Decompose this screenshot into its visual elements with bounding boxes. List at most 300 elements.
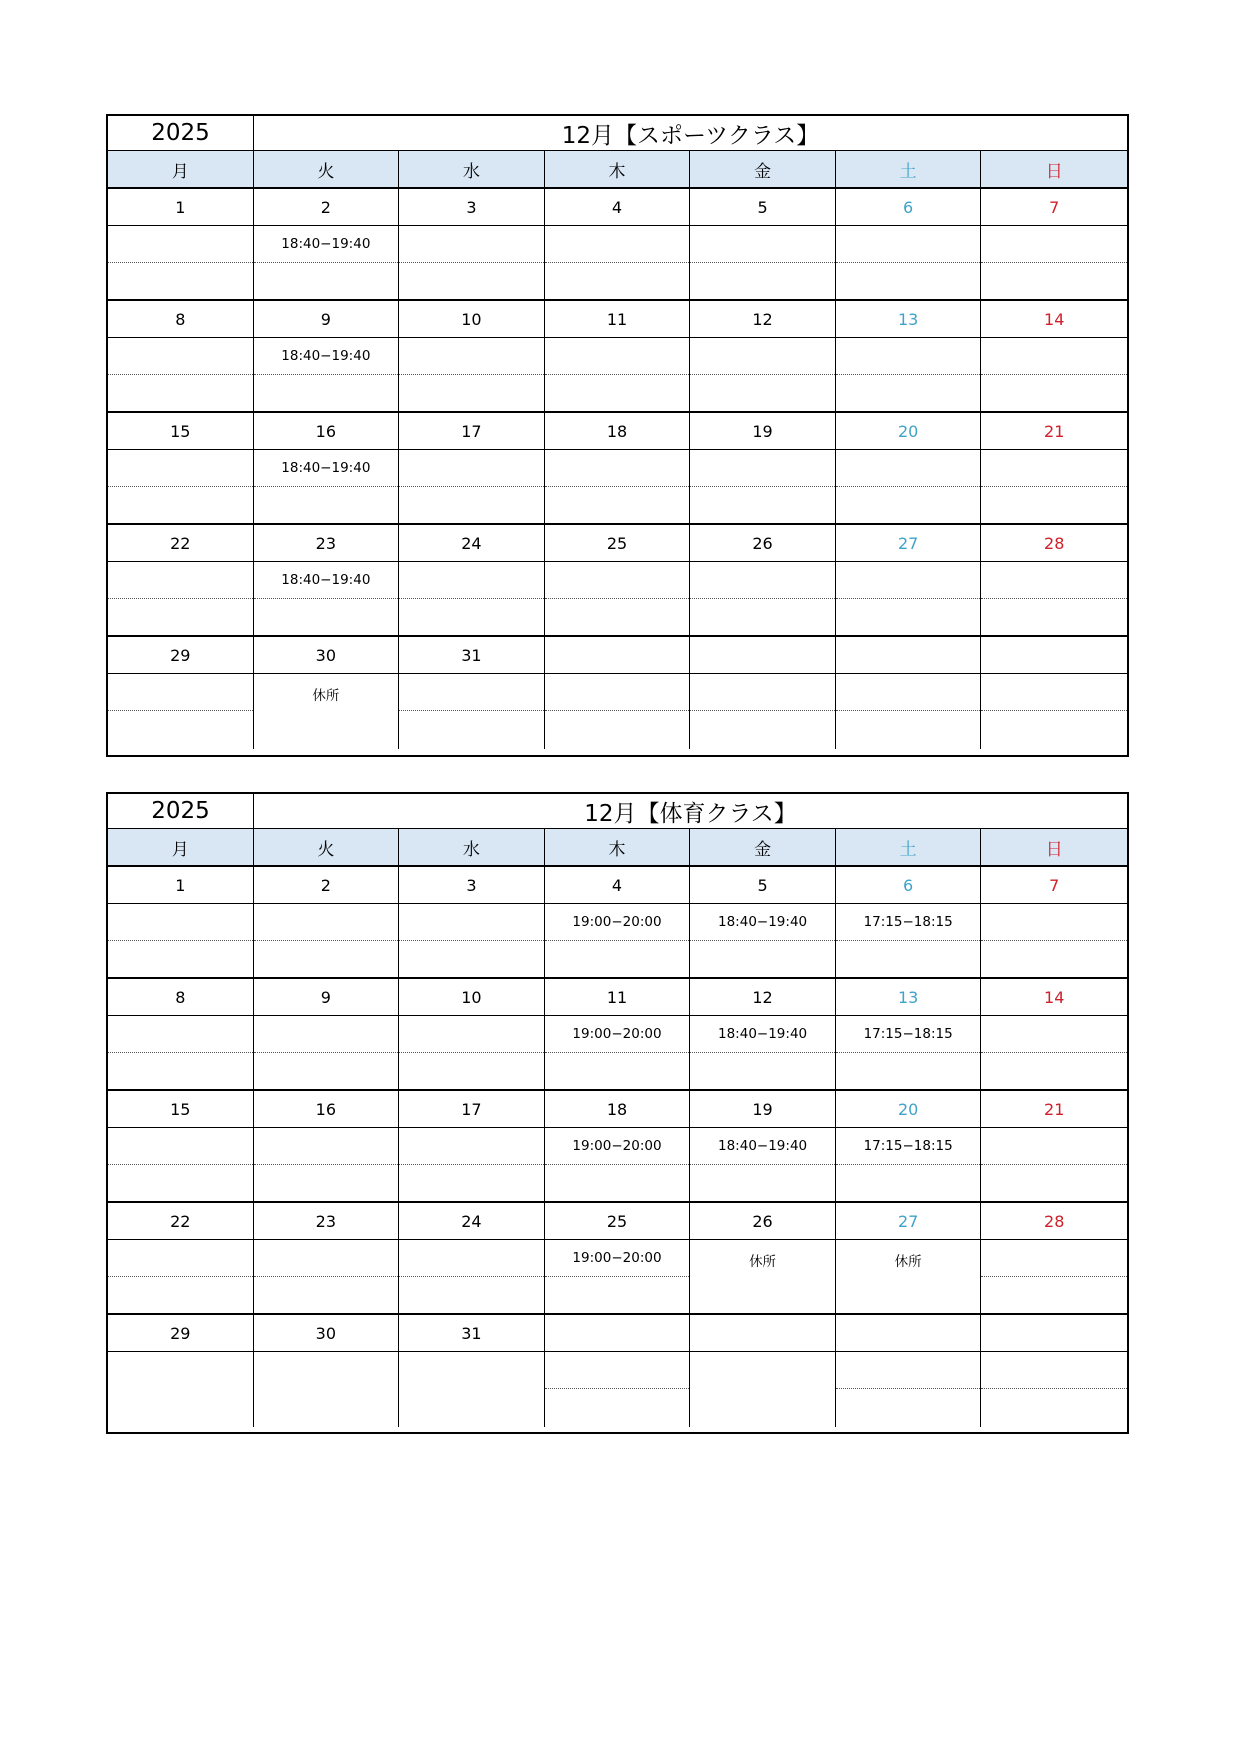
- schedule-time: 17:15−18:15: [836, 904, 981, 941]
- day-number: [981, 1315, 1127, 1352]
- empty-slot: [836, 1389, 981, 1427]
- day-number: 1: [108, 189, 253, 226]
- day-number: 30: [254, 637, 399, 674]
- empty-slot: [108, 1053, 253, 1089]
- empty-slot: [399, 263, 544, 299]
- day-cell: [254, 301, 400, 411]
- schedule-time: 18:40−19:40: [690, 904, 835, 941]
- day-cell: [836, 1091, 982, 1201]
- day-number: 4: [545, 189, 690, 226]
- day-number: 18: [545, 413, 690, 450]
- schedule-time: 18:40−19:40: [690, 1128, 835, 1165]
- day-number: 14: [981, 301, 1127, 338]
- day-cell: [399, 867, 545, 977]
- day-cell: [690, 1315, 836, 1427]
- empty-slot: [981, 1165, 1127, 1201]
- weekday-sun: 日: [1045, 161, 1063, 182]
- schedule-time: [399, 1128, 544, 1165]
- empty-slot: [690, 941, 835, 977]
- calendar-title: 12月【スポーツクラス】: [561, 122, 820, 149]
- schedule-time: [981, 1352, 1127, 1389]
- day-cell: [545, 637, 691, 749]
- day-cell: [690, 867, 836, 977]
- day-number: 7: [981, 867, 1127, 904]
- day-cell: [981, 1091, 1127, 1201]
- day-number: 10: [399, 301, 544, 338]
- schedule-time: [254, 904, 399, 941]
- day-number: [690, 1315, 835, 1352]
- day-number: 15: [108, 1091, 253, 1128]
- schedule-time: [981, 450, 1127, 487]
- week-row: [108, 979, 1127, 1091]
- day-number: 4: [545, 867, 690, 904]
- day-cell: [690, 413, 836, 523]
- schedule-time: [108, 674, 253, 711]
- empty-slot: [836, 941, 981, 977]
- empty-slot: [545, 941, 690, 977]
- empty-slot: [836, 1053, 981, 1089]
- day-number: [981, 637, 1127, 674]
- empty-slot: [545, 487, 690, 523]
- day-cell: [690, 189, 836, 299]
- schedule-time: [399, 1352, 544, 1427]
- day-cell: [254, 1091, 400, 1201]
- day-number: 9: [254, 301, 399, 338]
- weekday-mon: 月: [108, 151, 254, 187]
- day-cell: [254, 189, 400, 299]
- day-cell: [690, 1091, 836, 1201]
- schedule-time: [690, 562, 835, 599]
- day-number: 5: [690, 189, 835, 226]
- day-number: 19: [690, 413, 835, 450]
- schedule-time: [108, 904, 253, 941]
- day-cell: [545, 1091, 691, 1201]
- day-cell: [399, 1315, 545, 1427]
- empty-slot: [690, 487, 835, 523]
- day-number: 11: [545, 979, 690, 1016]
- day-cell: [399, 1203, 545, 1313]
- day-number: 17: [399, 1091, 544, 1128]
- schedule-time: [108, 338, 253, 375]
- day-cell: [836, 1315, 982, 1427]
- day-number: 9: [254, 979, 399, 1016]
- schedule-time: [399, 338, 544, 375]
- empty-slot: [399, 375, 544, 411]
- day-number: 23: [254, 1203, 399, 1240]
- day-number: 25: [545, 525, 690, 562]
- schedule-time: [545, 450, 690, 487]
- day-number: 8: [108, 979, 253, 1016]
- empty-slot: [690, 375, 835, 411]
- day-number: 26: [690, 1203, 835, 1240]
- empty-slot: [836, 487, 981, 523]
- day-number: 20: [836, 1091, 981, 1128]
- day-cell: [545, 1203, 691, 1313]
- empty-slot: [108, 941, 253, 977]
- schedule-time: 19:00−20:00: [545, 1016, 690, 1053]
- day-number: [545, 637, 690, 674]
- week-row: [108, 1091, 1127, 1203]
- day-cell: [690, 979, 836, 1089]
- weeks-grid: [108, 867, 1127, 1427]
- schedule-time: 休所: [894, 1254, 922, 1270]
- schedule-time: [981, 226, 1127, 263]
- day-number: 1: [108, 867, 253, 904]
- day-cell: [836, 1203, 982, 1313]
- schedule-time: [399, 1016, 544, 1053]
- day-cell: [108, 979, 254, 1089]
- weekday-header-row: [108, 829, 1127, 867]
- day-cell: [545, 301, 691, 411]
- schedule-time: [399, 1240, 544, 1277]
- schedule-time: [981, 562, 1127, 599]
- day-number: 21: [981, 413, 1127, 450]
- day-cell: [399, 525, 545, 635]
- schedule-time: 18:40−19:40: [690, 1016, 835, 1053]
- schedule-time: [108, 1128, 253, 1165]
- day-cell: [836, 637, 982, 749]
- empty-slot: [399, 487, 544, 523]
- schedule-time: [254, 1240, 399, 1277]
- empty-slot: [981, 1053, 1127, 1089]
- week-row: [108, 413, 1127, 525]
- day-cell: [399, 637, 545, 749]
- day-cell: [254, 525, 400, 635]
- schedule-time: [254, 1016, 399, 1053]
- empty-slot: [108, 263, 253, 299]
- day-number: 13: [836, 301, 981, 338]
- schedule-time: [981, 674, 1127, 711]
- calendar-pe-class: [106, 792, 1129, 1434]
- day-cell: [981, 867, 1127, 977]
- day-number: 31: [399, 1315, 544, 1352]
- day-cell: [981, 1203, 1127, 1313]
- day-number: 24: [399, 1203, 544, 1240]
- week-row: [108, 1315, 1127, 1427]
- schedule-time: [254, 1128, 399, 1165]
- weekday-wed: 水: [399, 151, 545, 187]
- empty-slot: [981, 1277, 1127, 1313]
- day-number: 17: [399, 413, 544, 450]
- year-label: 2025: [108, 794, 254, 828]
- schedule-time: [399, 674, 544, 711]
- day-cell: [108, 867, 254, 977]
- day-number: 22: [108, 1203, 253, 1240]
- schedule-time: [690, 450, 835, 487]
- day-number: 27: [836, 1203, 981, 1240]
- day-number: 18: [545, 1091, 690, 1128]
- empty-slot: [108, 711, 253, 749]
- day-cell: [981, 637, 1127, 749]
- schedule-time: [981, 1128, 1127, 1165]
- day-number: 21: [981, 1091, 1127, 1128]
- empty-slot: [690, 1053, 835, 1089]
- day-cell: [108, 1091, 254, 1201]
- schedule-time: [399, 904, 544, 941]
- schedule-time: 19:00−20:00: [545, 1128, 690, 1165]
- empty-slot: [254, 375, 399, 411]
- weekday-thu: 木: [545, 829, 691, 865]
- empty-slot: [690, 599, 835, 635]
- schedule-time: [399, 450, 544, 487]
- weekday-sat: 土: [836, 829, 982, 865]
- empty-slot: [254, 1053, 399, 1089]
- day-cell: [108, 637, 254, 749]
- empty-slot: [836, 1165, 981, 1201]
- day-cell: [399, 979, 545, 1089]
- day-cell: [254, 1203, 400, 1313]
- day-cell: [545, 413, 691, 523]
- empty-slot: [399, 711, 544, 749]
- schedule-time: [690, 226, 835, 263]
- day-cell: [836, 413, 982, 523]
- empty-slot: [108, 599, 253, 635]
- day-cell: [836, 525, 982, 635]
- empty-slot: [254, 941, 399, 977]
- day-cell: [690, 301, 836, 411]
- day-cell: [108, 1315, 254, 1427]
- day-cell: [108, 413, 254, 523]
- schedule-time: 19:00−20:00: [545, 1240, 690, 1277]
- schedule-time: [836, 450, 981, 487]
- day-cell: [690, 525, 836, 635]
- day-number: [836, 637, 981, 674]
- day-number: 11: [545, 301, 690, 338]
- calendar-title: 12月【体育クラス】: [584, 800, 797, 827]
- day-cell: [399, 1091, 545, 1201]
- schedule-time: 18:40−19:40: [254, 226, 399, 263]
- empty-slot: [254, 263, 399, 299]
- empty-slot: [981, 711, 1127, 749]
- empty-slot: [981, 941, 1127, 977]
- day-cell: [545, 867, 691, 977]
- weekday-sun: 日: [1045, 839, 1063, 860]
- schedule-time: [108, 450, 253, 487]
- schedule-time: [254, 1352, 399, 1427]
- week-row: [108, 189, 1127, 301]
- schedule-time: 17:15−18:15: [836, 1016, 981, 1053]
- day-number: 8: [108, 301, 253, 338]
- weekday-fri: 金: [690, 829, 836, 865]
- empty-slot: [836, 599, 981, 635]
- schedule-time: [836, 226, 981, 263]
- day-cell: [545, 189, 691, 299]
- empty-slot: [545, 1053, 690, 1089]
- schedule-time: 17:15−18:15: [836, 1128, 981, 1165]
- schedule-time: [981, 904, 1127, 941]
- day-number: 22: [108, 525, 253, 562]
- empty-slot: [108, 1277, 253, 1313]
- day-cell: [545, 979, 691, 1089]
- day-cell: [981, 979, 1127, 1089]
- day-cell: [254, 1315, 400, 1427]
- day-cell: [399, 413, 545, 523]
- day-cell: [981, 525, 1127, 635]
- empty-slot: [108, 375, 253, 411]
- schedule-time: [545, 562, 690, 599]
- schedule-time: 18:40−19:40: [254, 450, 399, 487]
- weekday-tue: 火: [254, 151, 400, 187]
- weekday-sat: 土: [836, 151, 982, 187]
- empty-slot: [836, 375, 981, 411]
- schedule-time: [108, 1352, 253, 1427]
- calendar-header: [108, 794, 1127, 829]
- day-number: 12: [690, 301, 835, 338]
- day-number: 25: [545, 1203, 690, 1240]
- schedule-time: [981, 1016, 1127, 1053]
- schedule-time: [836, 338, 981, 375]
- day-number: 16: [254, 413, 399, 450]
- day-cell: [836, 867, 982, 977]
- day-number: 29: [108, 1315, 253, 1352]
- day-number: 23: [254, 525, 399, 562]
- empty-slot: [545, 375, 690, 411]
- day-number: 28: [981, 525, 1127, 562]
- schedule-time: 19:00−20:00: [545, 904, 690, 941]
- day-cell: [981, 301, 1127, 411]
- day-number: [545, 1315, 690, 1352]
- day-number: 28: [981, 1203, 1127, 1240]
- schedule-time: [981, 338, 1127, 375]
- schedule-time: [836, 674, 981, 711]
- day-cell: [108, 301, 254, 411]
- day-number: 3: [399, 189, 544, 226]
- day-number: 7: [981, 189, 1127, 226]
- day-number: [836, 1315, 981, 1352]
- schedule-time: 18:40−19:40: [254, 562, 399, 599]
- day-number: 6: [836, 189, 981, 226]
- day-number: 3: [399, 867, 544, 904]
- day-number: 27: [836, 525, 981, 562]
- weekday-tue: 火: [254, 829, 400, 865]
- day-cell: [690, 1203, 836, 1313]
- schedule-time: 休所: [749, 1254, 777, 1270]
- year-label: 2025: [108, 116, 254, 150]
- week-row: [108, 637, 1127, 749]
- schedule-time: [545, 674, 690, 711]
- empty-slot: [254, 1277, 399, 1313]
- empty-slot: [981, 487, 1127, 523]
- empty-slot: [399, 941, 544, 977]
- empty-slot: [399, 1053, 544, 1089]
- day-number: 29: [108, 637, 253, 674]
- schedule-time: [545, 1352, 690, 1389]
- schedule-time: [108, 1016, 253, 1053]
- day-number: 13: [836, 979, 981, 1016]
- weekday-header-row: [108, 151, 1127, 189]
- day-cell: [836, 979, 982, 1089]
- schedule-time: [690, 1352, 835, 1427]
- day-cell: [981, 1315, 1127, 1427]
- empty-slot: [254, 1165, 399, 1201]
- empty-slot: [254, 487, 399, 523]
- day-cell: [399, 189, 545, 299]
- empty-slot: [399, 599, 544, 635]
- schedule-time: [836, 1352, 981, 1389]
- schedule-time: [108, 562, 253, 599]
- day-cell: [836, 189, 982, 299]
- empty-slot: [981, 375, 1127, 411]
- schedule-time: [981, 1240, 1127, 1277]
- empty-slot: [836, 711, 981, 749]
- day-cell: [545, 1315, 691, 1427]
- day-number: 12: [690, 979, 835, 1016]
- day-cell: [254, 413, 400, 523]
- day-number: [690, 637, 835, 674]
- day-number: 2: [254, 189, 399, 226]
- day-number: 30: [254, 1315, 399, 1352]
- empty-slot: [690, 1165, 835, 1201]
- empty-slot: [981, 263, 1127, 299]
- day-cell: [836, 301, 982, 411]
- schedule-time: [836, 562, 981, 599]
- calendar-sports-class: [106, 114, 1129, 757]
- day-number: 6: [836, 867, 981, 904]
- day-number: 19: [690, 1091, 835, 1128]
- day-cell: [690, 637, 836, 749]
- week-row: [108, 525, 1127, 637]
- empty-slot: [981, 599, 1127, 635]
- empty-slot: [690, 263, 835, 299]
- day-number: 10: [399, 979, 544, 1016]
- schedule-time: [545, 338, 690, 375]
- empty-slot: [545, 711, 690, 749]
- day-number: 5: [690, 867, 835, 904]
- empty-slot: [545, 1389, 690, 1427]
- day-cell: [981, 413, 1127, 523]
- day-cell: [108, 189, 254, 299]
- empty-slot: [545, 1165, 690, 1201]
- day-cell: [254, 637, 400, 749]
- empty-slot: [690, 711, 835, 749]
- day-number: 20: [836, 413, 981, 450]
- week-row: [108, 301, 1127, 413]
- empty-slot: [836, 263, 981, 299]
- schedule-time: [690, 674, 835, 711]
- day-cell: [254, 867, 400, 977]
- schedule-time: [545, 226, 690, 263]
- empty-slot: [399, 1165, 544, 1201]
- day-cell: [108, 1203, 254, 1313]
- weekday-thu: 木: [545, 151, 691, 187]
- schedule-time: [399, 562, 544, 599]
- day-number: 14: [981, 979, 1127, 1016]
- day-cell: [399, 301, 545, 411]
- week-row: [108, 1203, 1127, 1315]
- weekday-fri: 金: [690, 151, 836, 187]
- empty-slot: [254, 599, 399, 635]
- day-cell: [545, 525, 691, 635]
- week-row: [108, 867, 1127, 979]
- weeks-grid: [108, 189, 1127, 749]
- day-cell: [108, 525, 254, 635]
- schedule-time: 休所: [312, 688, 340, 704]
- day-number: 26: [690, 525, 835, 562]
- empty-slot: [399, 1277, 544, 1313]
- schedule-time: [399, 226, 544, 263]
- day-cell: [981, 189, 1127, 299]
- empty-slot: [981, 1389, 1127, 1427]
- schedule-time: [690, 338, 835, 375]
- weekday-wed: 水: [399, 829, 545, 865]
- empty-slot: [545, 263, 690, 299]
- empty-slot: [545, 599, 690, 635]
- day-number: 24: [399, 525, 544, 562]
- day-number: 2: [254, 867, 399, 904]
- schedule-time: [108, 226, 253, 263]
- day-number: 31: [399, 637, 544, 674]
- schedule-time: [108, 1240, 253, 1277]
